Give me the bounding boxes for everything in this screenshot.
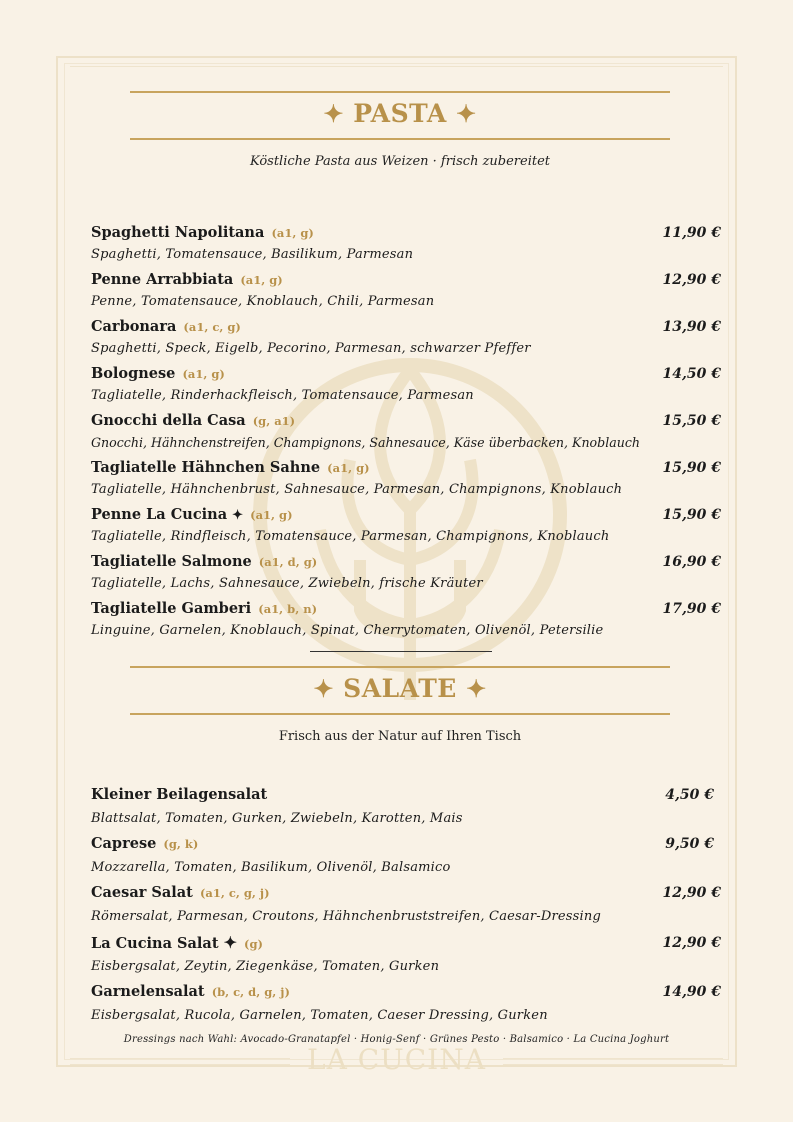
- pasta-subtitle: Köstliche Pasta aus Weizen · frisch zubereitet: [249, 154, 551, 169]
- item-name: Spaghetti Napolitana: [91, 224, 265, 241]
- item-price: 11,90 €: [662, 225, 721, 241]
- item-price: 12,90 €: [662, 885, 721, 901]
- item-allergens: (g, k): [163, 837, 199, 851]
- item-description: Tagliatelle, Rinderhackfleisch, Tomatensauce, Parmesan: [91, 388, 474, 403]
- item-price: 9,50 €: [665, 836, 714, 852]
- item-description: Eisbergsalat, Rucola, Garnelen, Tomaten, Caeser Dressing, Gurken: [91, 1008, 548, 1023]
- item-name: Tagliatelle Salmone: [91, 553, 252, 570]
- item-allergens: (a1, d, g): [258, 555, 318, 569]
- item-name: Penne Arrabbiata: [91, 271, 234, 288]
- item-name: Bolognese: [91, 365, 176, 382]
- item-name: Garnelensalat: [91, 983, 205, 1000]
- item-allergens: (g, a1): [252, 414, 296, 428]
- item-name: Caesar Salat: [91, 884, 193, 901]
- salate-heading-text: SALATE: [343, 674, 457, 703]
- menu-item-caprese: [91, 833, 721, 879]
- item-name: Tagliatelle Hähnchen Sahne: [91, 459, 321, 476]
- item-description: Blattsalat, Tomaten, Gurken, Zwiebeln, Karotten, Mais: [91, 811, 463, 826]
- item-allergens: (a1, g): [240, 273, 283, 287]
- menu-item-spaghetti-napolitana: [91, 223, 721, 265]
- menu-item-tagliatelle-haehnchen-sahne: [91, 458, 721, 500]
- section-separator: [310, 651, 492, 652]
- star-icon: ✦: [466, 674, 487, 703]
- footer-rule-left: [70, 1058, 290, 1059]
- item-price: 12,90 €: [662, 935, 721, 951]
- item-price: 14,90 €: [662, 984, 721, 1000]
- menu-item-tagliatelle-gamberi: [91, 599, 721, 641]
- menu-item-gnocchi-della-casa: [91, 411, 721, 453]
- footer-rule-right: [503, 1058, 723, 1059]
- star-icon: ✦: [456, 99, 477, 128]
- item-description: Mozzarella, Tomaten, Basilikum, Olivenöl, Balsamico: [91, 860, 451, 875]
- signature-star-icon: ✦: [232, 508, 244, 523]
- salate-top-rule: [130, 666, 670, 668]
- frame-line-top: [70, 66, 723, 67]
- item-allergens: (a1, c, g, j): [199, 886, 270, 900]
- item-name: Gnocchi della Casa: [91, 412, 246, 429]
- item-description: Eisbergsalat, Zeytin, Ziegenkäse, Tomaten, Gurken: [91, 959, 440, 974]
- menu-item-bolognese: [91, 364, 721, 406]
- item-price: 13,90 €: [662, 319, 721, 335]
- item-allergens: (a1, g): [250, 508, 293, 522]
- pasta-heading-text: PASTA: [353, 99, 447, 128]
- item-allergens: (a1, g): [182, 367, 225, 381]
- item-name: Penne La Cucina: [91, 506, 228, 523]
- footer-rule-right: [503, 1064, 723, 1065]
- item-description: Spaghetti, Speck, Eigelb, Pecorino, Parmesan, schwarzer Pfeffer: [91, 341, 531, 356]
- star-icon: ✦: [313, 674, 334, 703]
- item-name: Carbonara: [91, 318, 177, 335]
- menu-item-kleiner-beilagensalat: [91, 784, 721, 830]
- item-description: Römersalat, Parmesan, Croutons, Hähnchenbruststreifen, Caesar-Dressing: [91, 909, 601, 924]
- pasta-top-rule: [130, 91, 670, 93]
- salate-bottom-rule: [130, 713, 670, 715]
- item-price: 15,90 €: [662, 507, 721, 523]
- item-description: Gnocchi, Hähnchenstreifen, Champignons, Sahnesauce, Käse überbacken, Knoblauch: [91, 435, 641, 450]
- item-description: Tagliatelle, Hähnchenbrust, Sahnesauce, Parmesan, Champignons, Knoblauch: [91, 482, 623, 497]
- item-price: 15,50 €: [662, 413, 721, 429]
- item-description: Tagliatelle, Rindfleisch, Tomatensauce, Parmesan, Champignons, Knoblauch: [91, 529, 610, 544]
- item-description: Tagliatelle, Lachs, Sahnesauce, Zwiebeln, frische Kräuter: [91, 576, 483, 591]
- menu-item-penne-arrabbiata: [91, 270, 721, 312]
- star-icon: ✦: [323, 99, 344, 128]
- salate-heading: [130, 674, 670, 703]
- item-allergens: (a1, c, g): [183, 320, 241, 334]
- item-name: Kleiner Beilagensalat: [91, 786, 268, 803]
- item-name: Tagliatelle Gamberi: [91, 600, 252, 617]
- item-description: Spaghetti, Tomatensauce, Basilikum, Parmesan: [91, 247, 414, 262]
- pasta-heading: [130, 99, 670, 128]
- item-allergens: (a1, g): [271, 226, 314, 240]
- item-price: 14,50 €: [662, 366, 721, 382]
- item-price: 16,90 €: [662, 554, 721, 570]
- item-allergens: (a1, b, n): [258, 602, 318, 616]
- item-price: 15,90 €: [662, 460, 721, 476]
- item-allergens: (b, c, d, g, j): [211, 985, 290, 999]
- menu-item-la-cucina-salat: [91, 932, 721, 978]
- signature-star-icon: ✦: [223, 933, 237, 952]
- item-name: La Cucina Salat: [91, 935, 219, 952]
- item-allergens: (a1, g): [327, 461, 370, 475]
- pasta-bottom-rule: [130, 138, 670, 140]
- item-name: Caprese: [91, 835, 157, 852]
- footer-brand-watermark: LA CUCINA: [307, 1043, 486, 1076]
- salate-subtitle: Frisch aus der Natur auf Ihren Tisch: [278, 729, 522, 744]
- item-price: 17,90 €: [662, 601, 721, 617]
- menu-item-penne-la-cucina: [91, 505, 721, 547]
- footer-rule-left: [70, 1064, 290, 1065]
- item-description: Linguine, Garnelen, Knoblauch, Spinat, Cherrytomaten, Olivenöl, Petersilie: [91, 623, 604, 638]
- menu-item-carbonara: [91, 317, 721, 359]
- menu-item-tagliatelle-salmone: [91, 552, 721, 594]
- item-price: 4,50 €: [665, 787, 714, 803]
- item-description: Penne, Tomatensauce, Knoblauch, Chili, Parmesan: [91, 294, 435, 309]
- menu-item-caesar-salat: [91, 882, 721, 928]
- item-price: 12,90 €: [662, 272, 721, 288]
- dressing-note: Dressings nach Wahl: Avocado-Granatapfel · Honig-Senf · Grünes Pesto · Balsamico · La Cucina Joghurt: [123, 1034, 670, 1045]
- menu-item-garnelensalat: [91, 981, 721, 1027]
- item-allergens: (g): [244, 937, 263, 951]
